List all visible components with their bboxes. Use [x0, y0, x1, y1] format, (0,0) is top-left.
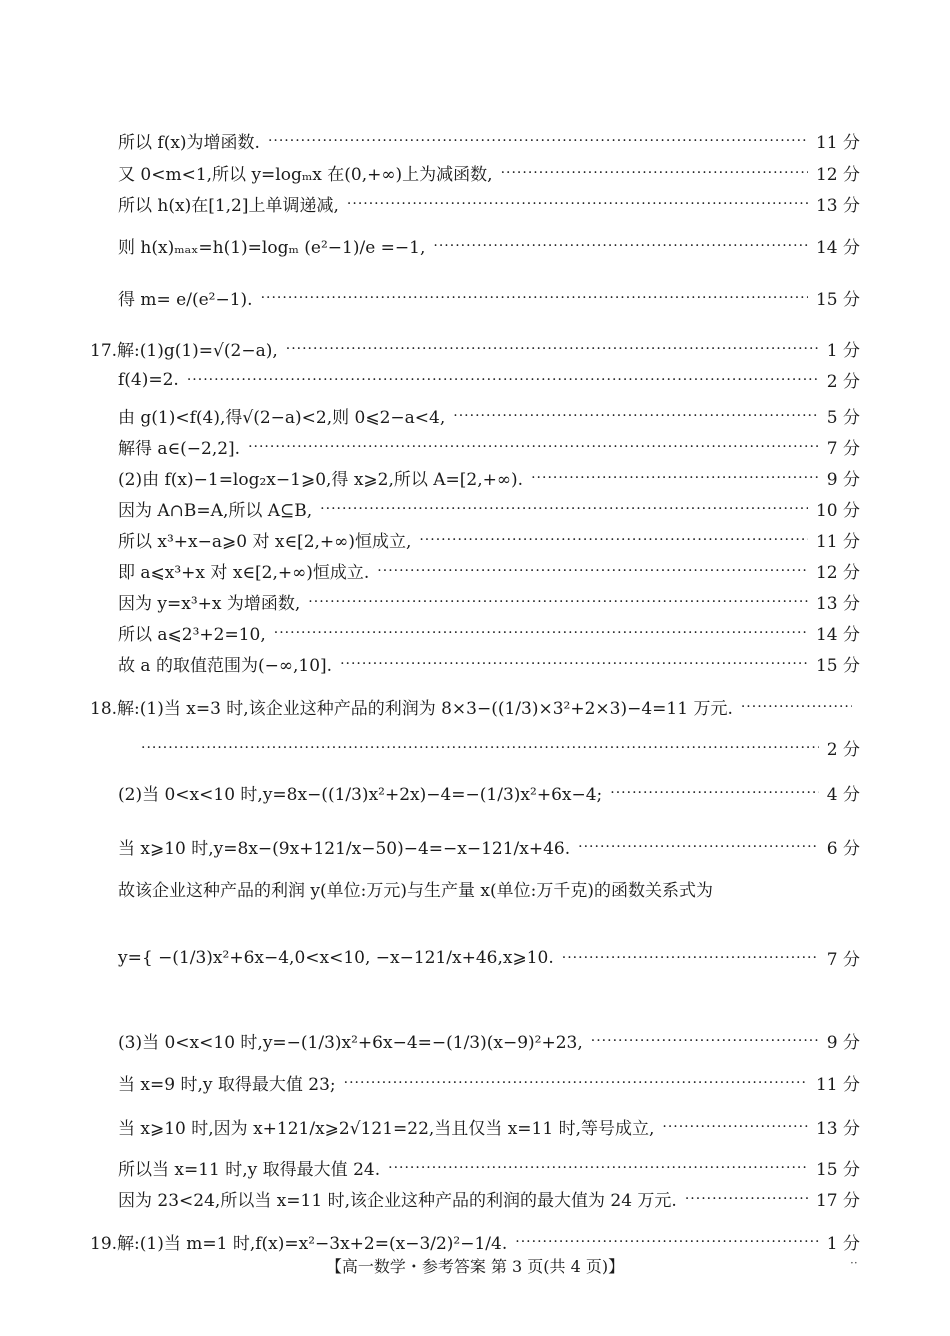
leader-dots	[685, 1191, 808, 1207]
leader-dots	[501, 165, 808, 181]
leader-dots	[344, 1075, 808, 1091]
score: 12 分	[815, 563, 860, 583]
score: 13 分	[815, 594, 860, 614]
answer-line: 因为 23<24,所以当 x=11 时,该企业这种产品的利润的最大值为 24 万元. ····· 17 分	[118, 1186, 860, 1211]
page-footer: 【高一数学・参考答案 第 3 页(共 4 页)】	[325, 1257, 625, 1276]
answer-line: 所以 f(x)为增函数. ····· 11 分	[118, 128, 860, 153]
score: 15 分	[815, 290, 860, 310]
score: 7 分	[826, 950, 860, 970]
leader-dots	[286, 341, 819, 357]
answer-line: 当 x⩾10 时,因为 x+121/x⩾2√121=22,当且仅当 x=11 时,等号成立, ····· 13 分	[118, 1114, 860, 1139]
score: 6 分	[826, 839, 860, 859]
answer-line: 所以当 x=11 时,y 取得最大值 24. ····· 15 分	[118, 1155, 860, 1180]
answer-line: 所以 h(x)在[1,2]上单调递减, ····· 13 分	[118, 191, 860, 216]
corner-mark: ··	[850, 1256, 858, 1270]
answer-line: 17.解:(1)g(1)=√(2−a), ····· 1 分	[90, 336, 860, 361]
score: 11 分	[815, 1075, 860, 1095]
leader-dots	[274, 625, 808, 641]
score: 10 分	[815, 501, 860, 521]
leader-dots	[515, 1234, 819, 1250]
leader-dots	[419, 532, 808, 548]
leader-dots	[248, 439, 819, 455]
answer-line: (2)由 f(x)−1=log₂x−1⩾0,得 x⩾2,所以 A=[2,+∞). ····· 9 分	[118, 465, 860, 490]
score: 4 分	[826, 785, 860, 805]
score: 1 分	[826, 1234, 860, 1254]
answer-line: 因为 y=x³+x 为增函数, ····· 13 分	[118, 589, 860, 614]
leader-dots	[610, 785, 819, 801]
leader-dots	[141, 740, 819, 756]
leader-dots	[320, 501, 808, 517]
score: 14 分	[815, 625, 860, 645]
answer-line: (2)当 0<x<10 时,y=8x−((1/3)x²+2x)−4=−(1/3)x²+6x−4; ····· 4 分	[118, 780, 860, 805]
answer-line: f(4)=2. ····· 2 分	[118, 367, 860, 392]
answer-line: 因为 A∩B=A,所以 A⊆B, ····· 10 分	[118, 496, 860, 521]
leader-dots	[261, 290, 808, 306]
answer-line: y={ −(1/3)x²+6x−4,0<x<10, −x−121/x+46,x⩾10. ····· 7 分	[118, 945, 860, 970]
leader-dots	[268, 133, 808, 149]
answer-line: 18.解:(1)当 x=3 时,该企业这种产品的利润为 8×3−((1/3)×3²+2×3)−4=11 万元. ·····	[90, 694, 860, 719]
answer-line	[133, 735, 860, 760]
score: 5 分	[826, 408, 860, 428]
score: 11 分	[815, 133, 860, 153]
score: 13 分	[815, 1119, 860, 1139]
answer-line: 由 g(1)<f(4),得√(2−a)<2,则 0⩽2−a<4, ····· 5 分	[118, 403, 860, 428]
answer-line: 故 a 的取值范围为(−∞,10]. ····· 15 分	[118, 651, 860, 676]
score: 15 分	[815, 1160, 860, 1180]
answer-line: 得 m= e/(e²−1). ····· 15 分	[118, 285, 860, 310]
score: 7 分	[826, 439, 860, 459]
leader-dots	[388, 1160, 808, 1176]
score: 2 分	[826, 372, 860, 392]
score: 15 分	[815, 656, 860, 676]
score: 13 分	[815, 196, 860, 216]
leader-dots	[433, 238, 808, 254]
leader-dots	[741, 699, 852, 715]
leader-dots	[562, 950, 819, 966]
answer-line: 19.解:(1)当 m=1 时,f(x)=x²−3x+2=(x−3/2)²−1/4. ····· 1 分	[90, 1229, 860, 1254]
score: 11 分	[815, 532, 860, 552]
answer-line: 所以 x³+x−a⩾0 对 x∈[2,+∞)恒成立, ····· 11 分	[118, 527, 860, 552]
answer-line: (3)当 0<x<10 时,y=−(1/3)x²+6x−4=−(1/3)(x−9)²+23, ····· 9 分	[118, 1028, 860, 1053]
score: 1 分	[826, 341, 860, 361]
answer-line: 当 x=9 时,y 取得最大值 23; ····· 11 分	[118, 1070, 860, 1095]
leader-dots	[377, 563, 808, 579]
score: 12 分	[815, 165, 860, 185]
leader-dots	[531, 470, 819, 486]
answer-line: 则 h(x)ₘₐₓ=h(1)=logₘ (e²−1)/e =−1, ····· 14 分	[118, 233, 860, 258]
leader-dots	[308, 594, 808, 610]
answer-line: 又 0<m<1,所以 y=logₘx 在(0,+∞)上为减函数, ····· 12 分	[118, 160, 860, 185]
answer-line: 所以 a⩽2³+2=10, ····· 14 分	[118, 620, 860, 645]
score: 2 分	[826, 740, 860, 760]
score: 9 分	[826, 1033, 860, 1053]
leader-dots	[187, 372, 819, 388]
leader-dots	[578, 839, 819, 855]
answer-line: 即 a⩽x³+x 对 x∈[2,+∞)恒成立. ····· 12 分	[118, 558, 860, 583]
leader-dots	[662, 1119, 808, 1135]
leader-dots	[453, 408, 818, 424]
answer-line: 当 x⩾10 时,y=8x−(9x+121/x−50)−4=−x−121/x+46. ····· 6 分	[118, 834, 860, 859]
score: 17 分	[815, 1191, 860, 1211]
leader-dots	[591, 1033, 819, 1049]
answer-line: 解得 a∈(−2,2]. ····· 7 分	[118, 434, 860, 459]
answer-line: 故该企业这种产品的利润 y(单位:万元)与生产量 x(单位:万千克)的函数关系式为	[118, 881, 713, 901]
leader-dots	[340, 656, 808, 672]
leader-dots	[347, 196, 808, 212]
score: 14 分	[815, 238, 860, 258]
score: 9 分	[826, 470, 860, 490]
